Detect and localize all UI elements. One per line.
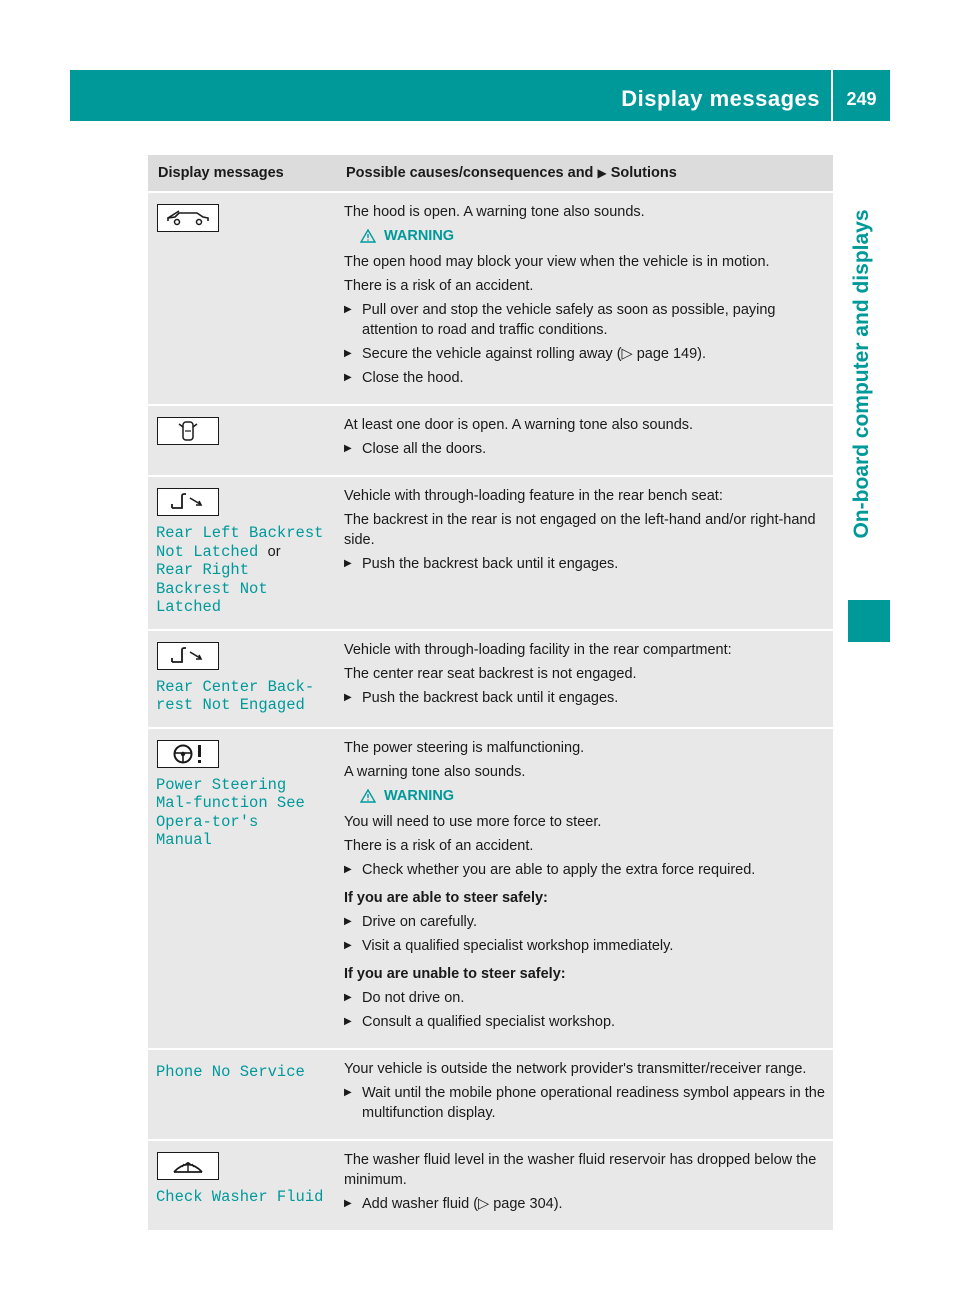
warning-text: You will need to use more force to steer.: [344, 813, 602, 830]
display-cell: [148, 193, 336, 404]
cause-text: The center rear seat backrest is not engaged.: [344, 665, 637, 682]
step-item: ▶ Check whether you are able to apply the extra force required.: [344, 861, 756, 878]
arrow-bullet-icon: ▶: [344, 863, 352, 875]
table-row: [148, 477, 833, 629]
warning-text: There is a risk of an accident.: [344, 278, 534, 294]
step-item: ▶ Add washer fluid (▷ page 304).: [344, 1195, 563, 1212]
solution-cell: [336, 631, 833, 727]
solution-cell: [336, 477, 833, 629]
cause-text: A warning tone also sounds.: [344, 763, 526, 780]
display-cell: [148, 729, 336, 1048]
table-row: [148, 193, 833, 404]
warning-heading: WARNING: [360, 226, 825, 246]
arrow-bullet-icon: ▶: [344, 348, 352, 359]
warning-text: There is a risk of an accident.: [344, 837, 534, 854]
step-item: ▶ Pull over and stop the vehicle safely as soon as possible, paying attention to road and traffic conditions.: [344, 302, 776, 338]
cause-text: The washer fluid level in the washer fluid reservoir has dropped below the minimum.: [344, 1151, 817, 1188]
solution-cell: [336, 729, 833, 1048]
solution-cell: [336, 406, 833, 475]
step-item: ▶ Visit a qualified specialist workshop immediately.: [344, 937, 674, 954]
arrow-bullet-icon: ▶: [344, 1086, 352, 1098]
display-cell: [148, 1050, 336, 1139]
cause-text: Vehicle with through-loading feature in the rear bench seat:: [344, 488, 723, 504]
col-header-causes-text: Possible causes/consequences and: [346, 165, 594, 181]
display-message: Phone No Service: [156, 1062, 305, 1081]
subheading: If you are able to steer safely:: [344, 889, 548, 906]
side-tab-label: On-board computer and displays: [850, 209, 873, 539]
steering-warning-icon: [157, 740, 219, 768]
display-messages-table: [148, 153, 833, 1232]
solution-cell: [336, 1050, 833, 1139]
table-row: [148, 1050, 833, 1139]
solution-cell: [336, 193, 833, 404]
cause-text: At least one door is open. A warning tone also sounds.: [344, 417, 694, 433]
warning-triangle-icon: [360, 789, 376, 803]
door-open-icon: [157, 417, 219, 445]
display-cell: [148, 1141, 336, 1230]
table-row: [148, 631, 833, 727]
display-cell: [148, 477, 336, 629]
backrest-icon: [157, 488, 219, 516]
page-title: Display messages: [621, 86, 820, 111]
arrow-bullet-icon: ▶: [344, 915, 352, 927]
arrow-bullet-icon: ▶: [344, 304, 352, 315]
step-item: ▶ Secure the vehicle against rolling away (▷ page 149).: [344, 346, 707, 362]
hood-open-icon: [157, 204, 219, 232]
page-number: 249: [846, 89, 877, 109]
table-row: [148, 406, 833, 475]
display-message: Check Washer Fluid: [156, 1187, 324, 1206]
step-item: ▶ Push the backrest back until it engages.: [344, 556, 619, 572]
display-message: Power Steering Mal‐function See Opera‐tor's Manual: [156, 775, 305, 849]
warning-text: The open hood may block your view when the vehicle is in motion.: [344, 254, 770, 270]
table-header-row: [148, 155, 833, 191]
cause-text: Vehicle with through-loading facility in the rear compartment:: [344, 641, 732, 658]
table-row: [148, 1141, 833, 1230]
arrow-bullet-icon: ▶: [344, 1197, 352, 1209]
step-item: ▶ Drive on carefully.: [344, 913, 477, 930]
step-item: ▶ Close the hood.: [344, 370, 464, 386]
solution-cell: [336, 1141, 833, 1230]
arrow-bullet-icon: ▶: [344, 1015, 352, 1027]
side-tab: [834, 154, 890, 594]
arrow-bullet-icon: ▶: [344, 372, 352, 383]
arrow-bullet-icon: ▶: [344, 991, 352, 1003]
cause-text: Your vehicle is outside the network provider's transmitter/receiver range.: [344, 1060, 807, 1077]
table-row: [148, 729, 833, 1048]
step-item: ▶ Push the backrest back until it engages.: [344, 689, 619, 706]
washer-fluid-icon: [157, 1152, 219, 1180]
cause-text: The backrest in the rear is not engaged on the left-hand and/or right-hand side.: [344, 512, 816, 548]
page-header: [70, 70, 890, 121]
cause-text: The power steering is malfunctioning.: [344, 739, 585, 756]
display-message: Rear Left Backrest Not Latched or Rear Right Backrest Not Latched: [156, 524, 324, 616]
display-cell: [148, 406, 336, 475]
subheading: If you are unable to steer safely:: [344, 965, 566, 982]
col-header-solutions-text: Solutions: [610, 165, 677, 181]
warning-heading: WARNING: [360, 786, 825, 806]
col-header-causes: [336, 155, 833, 191]
arrow-icon: ▶: [597, 166, 607, 180]
warning-triangle-icon: [360, 229, 376, 243]
step-item: ▶ Wait until the mobile phone operational readiness symbol appears in the multifunction display.: [344, 1084, 825, 1121]
arrow-bullet-icon: ▶: [344, 691, 352, 703]
display-message: Rear Center Back‐rest Not Engaged: [156, 677, 315, 714]
backrest-icon: [157, 642, 219, 670]
col-header-display-messages: Display messages: [148, 155, 336, 191]
cause-text: The hood is open. A warning tone also sounds.: [344, 204, 645, 220]
step-item: ▶ Do not drive on.: [344, 989, 465, 1006]
step-item: ▶ Close all the doors.: [344, 441, 487, 457]
side-marker: [848, 600, 890, 642]
arrow-bullet-icon: ▶: [344, 939, 352, 951]
step-item: ▶ Consult a qualified specialist workshop.: [344, 1013, 616, 1030]
arrow-bullet-icon: ▶: [344, 443, 352, 454]
display-cell: [148, 631, 336, 727]
arrow-bullet-icon: ▶: [344, 558, 352, 569]
